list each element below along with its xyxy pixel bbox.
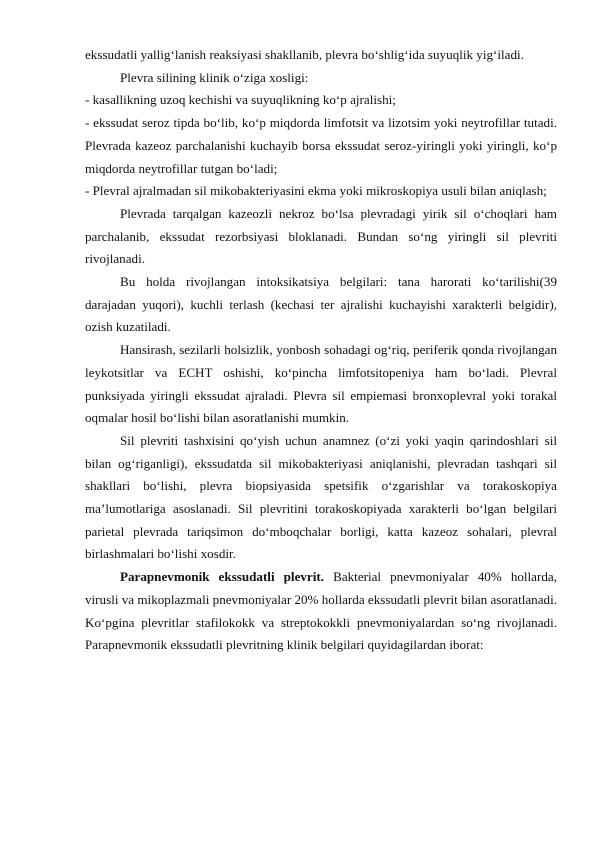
paragraph-caseous-necrosis: Plevrada tarqalgan kazeozli nekroz bo‘lsa plevradagi yirik sil o‘choqlari ham parchalanib, ekssudat rezorbsiyasi bloklanadi. Bundan so‘ng yiringli sil plevriti rivojlanadi. — [85, 205, 557, 267]
paragraph-parapneumonic-pleurisy — [85, 566, 557, 657]
paragraph-continuation: ekssudatli yallig‘lanish reaksiyasi shakllanib, plevra bo‘shlig‘ida suyuqlik yig‘iladi. — [85, 47, 524, 62]
document-page — [85, 44, 557, 657]
section-heading-parapneumonic: Parapnevmonik ekssudatli plevrit. — [120, 569, 325, 585]
list-item-mycobacteria-detection: - Plevral ajralmadan sil mikobakteriyasini ekma yoki mikroskopiya usuli bilan aniqlash; — [85, 183, 547, 199]
paragraph-parapneumonic-text: Bakterial pnevmoniyalar 40% hollarda, virusli va mikoplazmali pnevmoniyalar 20% hollarda ekssudatli plevrit bilan asoratlanadi. Ko‘pgina plevritlar stafilokokk va streptokokkli pnevmoniyalardan so‘ng rivojlanadi. Parapnevmonik ekssudatli plevritning klinik belgilari quyidagilardan iborat: — [85, 569, 557, 653]
paragraph-symptoms: Hansirash, sezilarli holsizlik, yonbosh sohadagi og‘riq, periferik qonda rivojlangan leykotsitlar va ECHT oshishi, ko‘pincha limfotsitopeniya ham bo‘ladi. Plevral punksiyada yiringli ekssudat ajraladi. Plevra sil empiemasi bronxoplevral yoki torakal oqmalar hosil bo‘lishi bilan asoratlanishi mumkin. — [85, 342, 557, 426]
paragraph-diagnosis: Sil plevriti tashxisini qo‘yish uchun anamnez (o‘zi yoki yaqin qarindoshlari sil bilan og‘riganligi), ekssudatda sil mikobakteriyasi aniqlanishi, plevradan tashqari sil shakllari bo‘lishi, plevra biopsiyasida spetsifik o‘zgarishlar va torakoskopiya ma’lumotlariga asoslanadi. Sil plevritini torakoskopiyada xarakterli bo‘lgan belgilari parietal plevrada tariqsimon do‘mboqchalar borligi, katta kazeoz sohalari, plevral birlashmalari bo‘lishi xosdir. — [85, 432, 557, 562]
paragraph-intoxication-signs: Bu holda rivojlangan intoksikatsiya belgilari: tana harorati ko‘tarilishi(39 darajadan yuqori), kuchli terlash (kechasi ter ajralishi kuchayishi xarakterli belgidir), ozish kuzatiladi. — [85, 274, 557, 335]
list-item-long-course: - kasallikning uzoq kechishi va suyuqlikning ko‘p ajralishi; — [85, 92, 396, 108]
paragraph-clinical-features-heading: Plevra silining klinik o‘ziga xosligi: — [120, 69, 309, 85]
list-item-serous-exudate: - ekssudat seroz tipda bo‘lib, ko‘p miqdorda limfotsit va lizotsim yoki neytrofillar tutadi. Plevrada kazeoz parchalanishi kuchayib borsa ekssudat seroz-yiringli yoki yiringli, ko‘p miqdorda neytrofillar tutgan bo‘ladi; — [85, 115, 557, 176]
